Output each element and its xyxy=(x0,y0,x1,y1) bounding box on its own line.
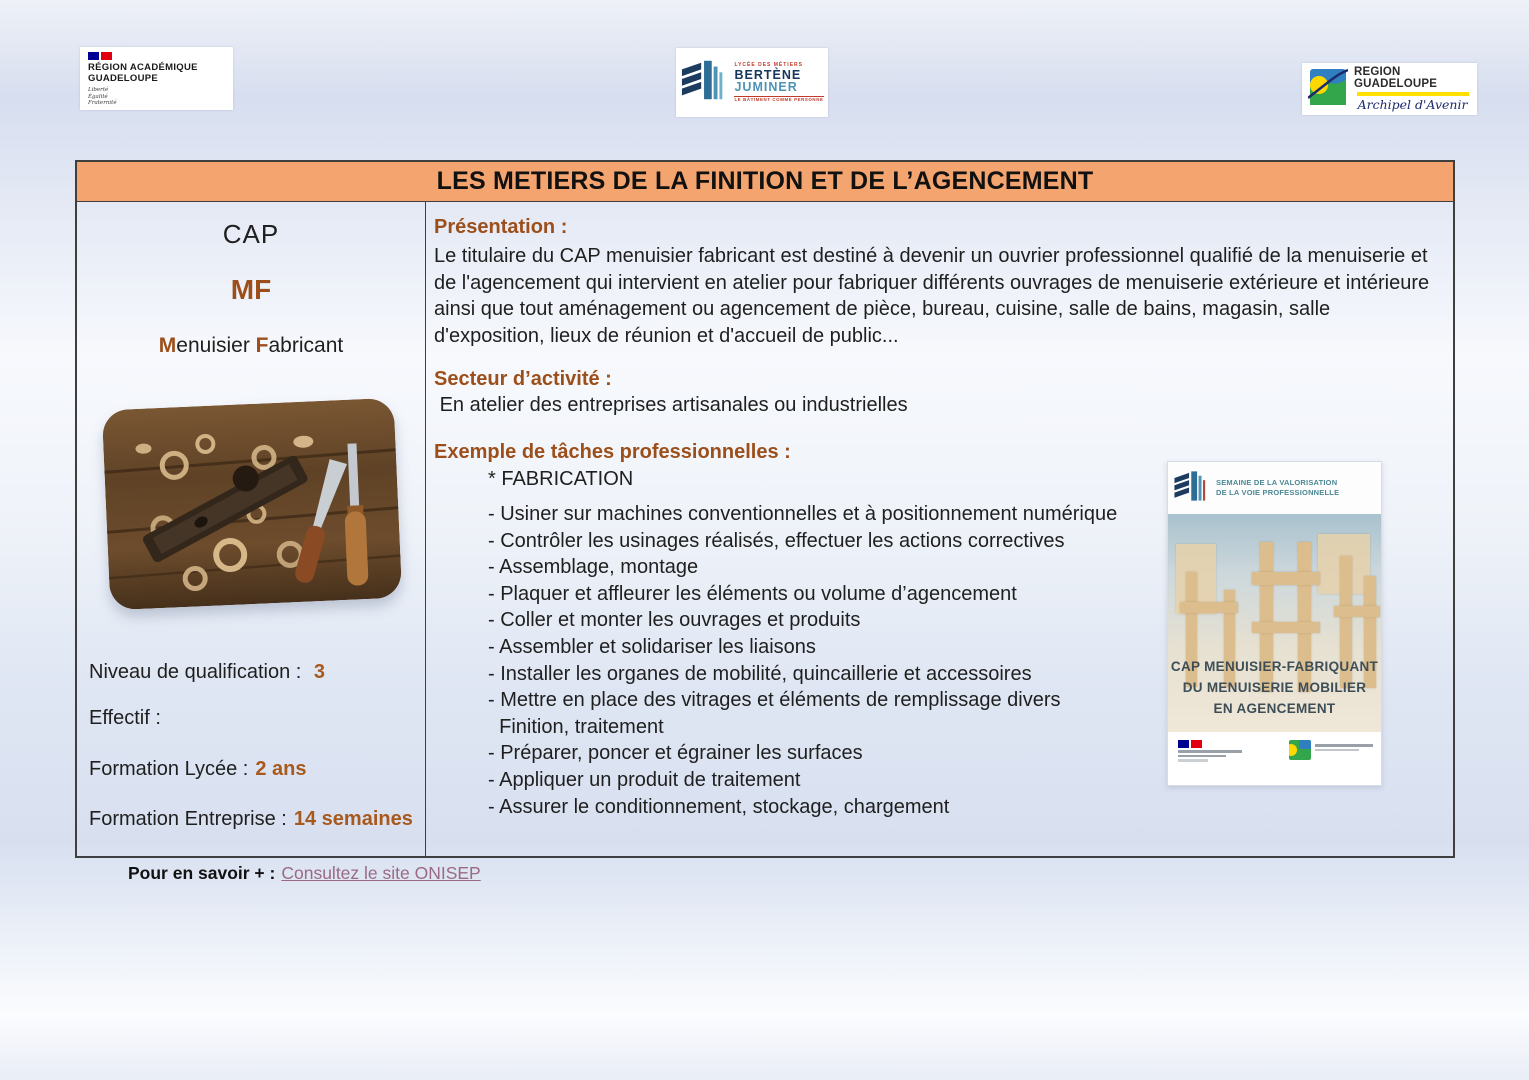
logo-region-academique xyxy=(80,47,233,110)
logo-lycee-bertene-juminer xyxy=(676,48,828,117)
academie-line2: GUADELOUPE xyxy=(88,73,159,84)
qualification-line: Niveau de qualification : 3 xyxy=(89,661,326,683)
academie-motto: Liberté Égalité Fraternité xyxy=(88,87,117,106)
diploma-code: MF xyxy=(230,274,272,305)
effectif-line: Effectif : xyxy=(89,707,161,729)
lycee-name2: JUMINER xyxy=(734,80,798,95)
task-item: - Mettre en place des vitrages et éléments de remplissage divers xyxy=(488,689,1061,712)
page-title: LES METIERS DE LA FINITION ET DE L’AGENCEMENT xyxy=(436,167,1094,195)
lycee-small-title: LYCÉE DES MÉTIERS xyxy=(734,61,803,68)
task-item: - Préparer, poncer et égrainer les surfaces xyxy=(488,742,863,765)
left-column xyxy=(77,202,426,857)
onisep-link[interactable]: Consultez le site ONISEP xyxy=(281,863,481,883)
formation-entreprise-line: Formation Entreprise : 14 semaines xyxy=(89,808,413,830)
building-icon xyxy=(680,57,730,108)
task-item: Finition, traitement xyxy=(488,715,664,738)
poster-footer-logos xyxy=(1168,732,1381,785)
poster-building-icon xyxy=(1173,469,1211,508)
task-item: - Assurer le conditionnement, stockage, chargement xyxy=(488,795,950,818)
region-guadeloupe-icon xyxy=(1308,67,1348,112)
logo-region-guadeloupe xyxy=(1302,63,1477,115)
qualification-value: 3 xyxy=(313,661,326,683)
task-item: - Appliquer un produit de traitement xyxy=(488,768,801,791)
french-flag-icon xyxy=(88,52,225,60)
main-table xyxy=(75,160,1455,858)
task-item: - Assembler et solidariser les liaisons xyxy=(488,635,816,658)
task-list xyxy=(488,501,1168,820)
presentation-body: Le titulaire du CAP menuisier fabricant est destiné à devenir un ouvrier professionnel qualifié de la menuiserie et de l'agencement qui intervient en atelier pour fabriquer différents ouvrages de menuiserie extérieure et intérieure ainsi que tout aménagement ou agencement de pièce, bureau, cuisine, salle de bains, magasin, salle d'exposition, lieux de réunion et d'accueil de public... xyxy=(434,245,1430,347)
fabrication-group-label: * FABRICATION xyxy=(488,468,634,490)
formation-lycee-value: 2 ans xyxy=(255,758,307,780)
secteur-heading: Secteur d’activité : xyxy=(434,368,612,390)
task-item: - Assemblage, montage xyxy=(488,556,699,579)
region-title: REGION GUADELOUPE xyxy=(1354,66,1438,90)
cap-menuisier-poster xyxy=(1167,461,1382,786)
secteur-body: En atelier des entreprises artisanales ou industrielles xyxy=(434,394,908,416)
diploma-type: CAP xyxy=(222,219,280,249)
title-banner xyxy=(77,162,1453,202)
poster-french-flag-icon xyxy=(1178,740,1246,748)
lycee-name1: BERTÈNE xyxy=(734,67,802,82)
right-column xyxy=(426,202,1453,857)
footer-label: Pour en savoir + : xyxy=(128,863,276,883)
presentation-heading: Présentation : xyxy=(434,216,568,238)
region-subtitle: Archipel d'Avenir xyxy=(1357,97,1468,112)
task-item: - Coller et monter les ouvrages et produits xyxy=(488,609,861,632)
lycee-tagline: LE BÂTIMENT COMME PERSONNE xyxy=(734,96,824,102)
profession-name: Menuisier Fabricant xyxy=(158,334,344,357)
task-item: - Installer les organes de mobilité, quincaillerie et accessoires xyxy=(488,662,1032,685)
academie-line1: RÉGION ACADÉMIQUE xyxy=(88,62,198,73)
poster-furniture-photo xyxy=(1168,514,1381,732)
poster-top-banner: SEMAINE DE LA VALORISATION DE LA VOIE PROFESSIONNELLE xyxy=(1216,477,1340,497)
poster-title: CAP MENUISIER-FABRIQUANT DU MENUISERIE MOBILIER EN AGENCEMENT xyxy=(1170,659,1379,716)
woodworking-tools-photo xyxy=(102,398,402,611)
formation-entreprise-value: 14 semaines xyxy=(293,808,413,830)
task-item: - Contrôler les usinages réalisés, effectuer les actions correctives xyxy=(488,529,1065,552)
yellow-underline xyxy=(1357,92,1469,96)
task-item: - Usiner sur machines conventionnelles et à positionnement numérique xyxy=(488,503,1118,525)
footer xyxy=(128,863,481,884)
taches-heading: Exemple de tâches professionnelles : xyxy=(434,441,791,463)
poster-region-icon xyxy=(1289,740,1311,760)
formation-lycee-line: Formation Lycée : 2 ans xyxy=(89,758,307,780)
task-item: - Plaquer et affleurer les éléments ou volume d’agencement xyxy=(488,582,1017,605)
